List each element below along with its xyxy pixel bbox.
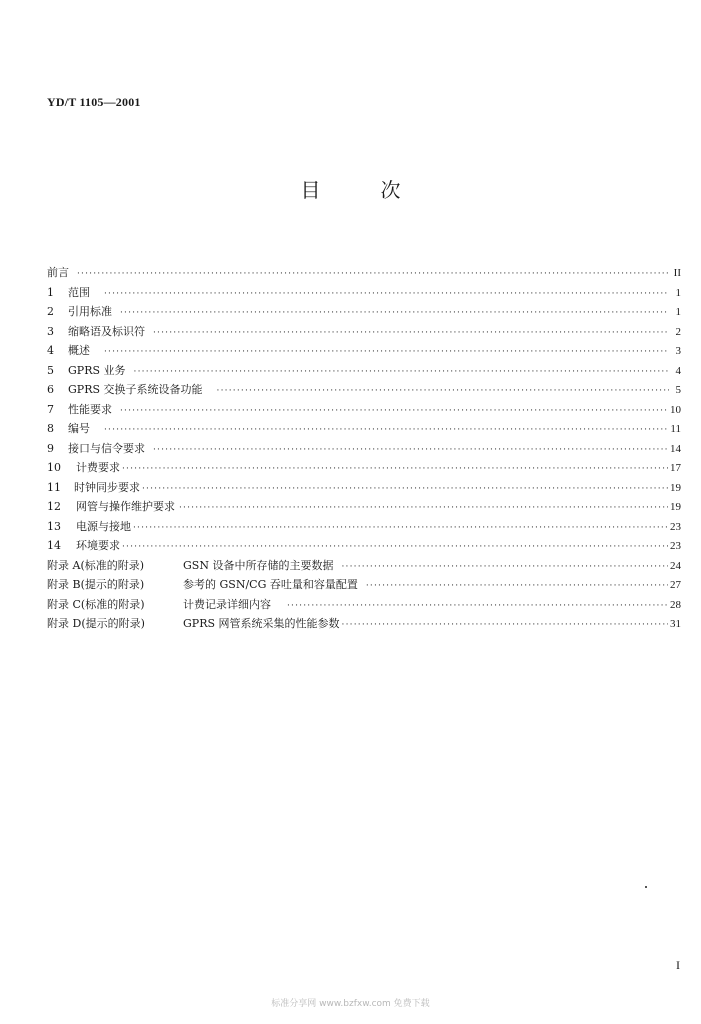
toc-dot-leader [133, 523, 668, 533]
watermark: 标准分享网 www.bzfxw.com 免费下载 [271, 999, 430, 1009]
scan-speck [645, 886, 647, 888]
toc-entry-13[interactable] [47, 518, 681, 538]
toc-entry-label: 计费要求 [76, 461, 120, 474]
toc-title-right: 次 [380, 178, 401, 202]
toc-entry-label: 编号 [68, 422, 90, 435]
toc-entry-page: 23 [670, 540, 681, 552]
toc-entry-number: 2 [47, 305, 54, 318]
toc-entry-number: 10 [47, 461, 61, 474]
toc-dot-leader [122, 542, 668, 552]
toc-entry-label: 接口与信令要求 [68, 441, 145, 455]
toc-dot-leader [134, 367, 669, 377]
toc-entry-4[interactable] [47, 342, 681, 362]
toc-entry-page: 1 [675, 286, 681, 299]
toc-entry-number: 14 [47, 539, 61, 552]
toc-entry-number: 7 [47, 402, 54, 416]
toc-entry-12[interactable] [47, 498, 681, 518]
toc-entry-label: 时钟同步要求 [74, 480, 140, 494]
toc-entry-label: 计费记录详细内容 [183, 597, 271, 611]
toc-entry-2[interactable] [47, 303, 681, 323]
toc-entry-1[interactable] [47, 284, 681, 304]
toc-entry-label: 性能要求 [68, 402, 112, 416]
toc-entry-label: GPRS 交换子系统设备功能 [68, 383, 203, 396]
toc-entry-number: 9 [47, 441, 54, 455]
toc-dot-leader [342, 620, 668, 630]
toc-appendix-label: 附录 C(标准的附录) [47, 597, 145, 611]
toc-entry-3[interactable] [47, 323, 681, 343]
toc-dot-leader [104, 347, 669, 357]
toc-dot-leader [366, 581, 668, 591]
toc-dot-leader [179, 503, 668, 513]
toc-entry-number: 12 [47, 500, 61, 513]
toc-dot-leader [287, 601, 668, 611]
toc-entry-6[interactable] [47, 381, 681, 401]
toc-entry-foreword[interactable] [47, 264, 681, 284]
table-of-contents [47, 264, 681, 635]
toc-dot-leader [142, 484, 668, 494]
toc-title [0, 174, 701, 203]
document-code: YD/T 1105—2001 [47, 95, 141, 109]
toc-entry-page: 10 [670, 403, 681, 416]
toc-dot-leader [341, 562, 668, 572]
toc-entry-appendix-a[interactable] [47, 557, 681, 577]
toc-entry-number: 3 [47, 324, 54, 338]
toc-entry-page: 27 [670, 579, 681, 591]
toc-entry-label: 电源与接地 [76, 519, 131, 533]
toc-entry-page: 1 [675, 306, 681, 318]
toc-entry-appendix-c[interactable] [47, 596, 681, 616]
toc-entry-page: 5 [675, 384, 681, 396]
toc-entry-number: 6 [47, 383, 54, 396]
toc-entry-page: II [673, 267, 681, 279]
toc-entry-label: GPRS 网管系统采集的性能参数 [183, 617, 340, 630]
toc-entry-number: 11 [47, 480, 61, 494]
toc-entry-14[interactable] [47, 537, 681, 557]
toc-appendix-label: 附录 D(提示的附录) [47, 617, 145, 630]
toc-entry-label: 范围 [68, 285, 90, 299]
page-number: I [676, 958, 680, 972]
toc-dot-leader [217, 386, 669, 396]
toc-entry-label: 引用标准 [68, 305, 112, 318]
toc-entry-page: 24 [670, 559, 681, 572]
toc-dot-leader [104, 425, 668, 435]
toc-entry-label: 前言 [47, 266, 69, 279]
toc-entry-appendix-b[interactable] [47, 576, 681, 596]
toc-entry-page: 28 [670, 598, 681, 611]
toc-dot-leader [153, 328, 669, 338]
toc-title-left: 目 [300, 178, 321, 202]
toc-entry-page: 31 [670, 618, 681, 630]
toc-entry-page: 23 [670, 520, 681, 533]
toc-entry-page: 19 [670, 481, 681, 494]
toc-dot-leader [153, 445, 668, 455]
toc-entry-number: 4 [47, 344, 54, 357]
toc-entry-label: GSN 设备中所存储的主要数据 [183, 558, 334, 572]
toc-entry-number: 5 [47, 363, 54, 377]
toc-dot-leader [104, 289, 669, 299]
toc-entry-page: 11 [670, 423, 681, 435]
toc-dot-leader [120, 308, 669, 318]
toc-dot-leader [120, 406, 668, 416]
toc-entry-10[interactable] [47, 459, 681, 479]
toc-entry-7[interactable] [47, 401, 681, 421]
toc-entry-9[interactable] [47, 440, 681, 460]
toc-appendix-label: 附录 B(提示的附录) [47, 578, 145, 591]
toc-dot-leader [122, 464, 668, 474]
toc-entry-label: 参考的 GSN/CG 吞吐量和容量配置 [183, 578, 358, 591]
toc-entry-label: 环境要求 [76, 539, 120, 552]
toc-entry-page: 17 [670, 462, 681, 474]
toc-entry-number: 8 [47, 422, 54, 435]
toc-entry-page: 4 [675, 364, 681, 377]
toc-entry-label: GPRS 业务 [68, 363, 126, 377]
toc-entry-8[interactable] [47, 420, 681, 440]
toc-entry-5[interactable] [47, 362, 681, 382]
toc-entry-page: 19 [670, 501, 681, 513]
toc-entry-label: 缩略语及标识符 [68, 324, 145, 338]
toc-entry-appendix-d[interactable] [47, 615, 681, 635]
toc-entry-11[interactable] [47, 479, 681, 499]
toc-dot-leader [77, 269, 669, 279]
toc-entry-label: 网管与操作维护要求 [76, 500, 175, 513]
toc-entry-label: 概述 [68, 344, 90, 357]
toc-entry-number: 13 [47, 519, 61, 533]
toc-entry-page: 14 [670, 442, 681, 455]
toc-entry-page: 2 [675, 325, 681, 338]
toc-entry-page: 3 [675, 345, 681, 357]
toc-entry-number: 1 [47, 285, 54, 299]
toc-appendix-label: 附录 A(标准的附录) [47, 558, 145, 572]
